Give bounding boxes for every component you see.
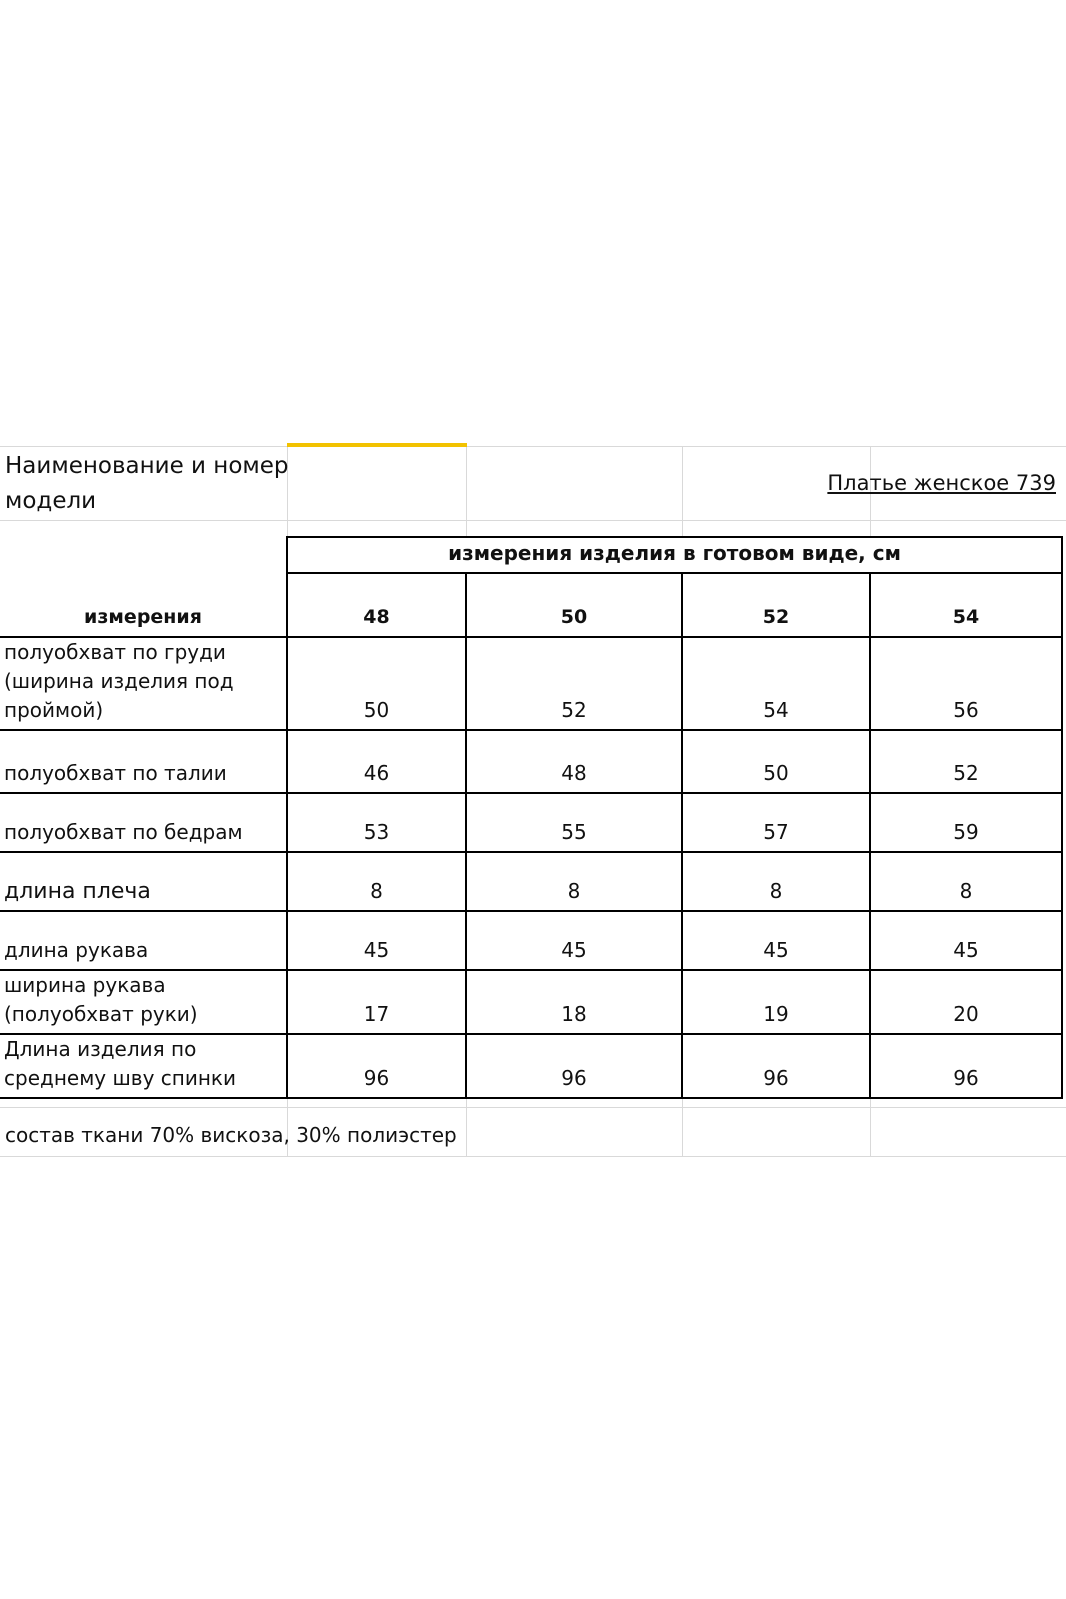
row-label	[0, 970, 287, 1034]
table-row	[0, 970, 1062, 1034]
empty-cell	[0, 537, 287, 573]
value-cell: 20	[870, 970, 1062, 1034]
size-48: 48	[287, 573, 466, 637]
row-label-line: среднему шву спинки	[4, 1066, 236, 1090]
value-cell: 52	[870, 730, 1062, 793]
row-label: полуобхват по талии	[0, 730, 287, 793]
size-table	[0, 536, 1062, 1090]
table-row	[0, 793, 1062, 852]
row-label-line: Длина изделия по	[4, 1037, 197, 1061]
value-cell: 17	[287, 970, 466, 1034]
row-header: измерения	[0, 573, 287, 637]
row-label: длина рукава	[0, 911, 287, 970]
size-50: 50	[466, 573, 682, 637]
value-cell: 45	[870, 911, 1062, 970]
row-label-line: ширина рукава	[4, 973, 166, 997]
value-cell: 55	[466, 793, 682, 852]
value-cell: 96	[870, 1034, 1062, 1098]
row-label: полуобхват по бедрам	[0, 793, 287, 852]
value-cell: 52	[466, 637, 682, 730]
value-cell: 48	[466, 730, 682, 793]
row-label-line: полуобхват по груди	[4, 640, 226, 664]
value-cell: 18	[466, 970, 682, 1034]
size-header-row	[0, 573, 1062, 637]
model-label-line2: модели	[5, 488, 97, 514]
gridline	[0, 1156, 1066, 1157]
model-name[interactable]: Платье женское 739	[827, 471, 1056, 495]
value-cell: 50	[682, 730, 870, 793]
gridline	[682, 446, 683, 536]
table-row	[0, 637, 1062, 730]
value-cell: 8	[870, 852, 1062, 911]
row-label-line: (ширина изделия под	[4, 669, 234, 693]
row-label	[0, 1034, 287, 1098]
value-cell: 57	[682, 793, 870, 852]
value-cell: 45	[287, 911, 466, 970]
value-cell: 8	[466, 852, 682, 911]
group-header-row	[0, 537, 1062, 573]
value-cell: 46	[287, 730, 466, 793]
table-row	[0, 852, 1062, 911]
gridline	[0, 446, 1066, 447]
value-cell: 19	[682, 970, 870, 1034]
gridline	[0, 1107, 1066, 1108]
value-cell: 54	[682, 637, 870, 730]
size-54: 54	[870, 573, 1062, 637]
row-label: длина плеча	[0, 852, 287, 911]
value-cell: 50	[287, 637, 466, 730]
row-label-line: проймой)	[4, 698, 104, 722]
model-label-line1: Наименование и номер	[5, 453, 289, 479]
value-cell: 8	[682, 852, 870, 911]
value-cell: 8	[287, 852, 466, 911]
value-cell: 53	[287, 793, 466, 852]
gridline	[0, 520, 1066, 521]
value-cell: 59	[870, 793, 1062, 852]
value-cell: 96	[682, 1034, 870, 1098]
value-cell: 45	[466, 911, 682, 970]
value-cell: 56	[870, 637, 1062, 730]
value-cell: 45	[682, 911, 870, 970]
row-label	[0, 637, 287, 730]
fabric-composition: состав ткани 70% вискоза, 30% полиэстер	[5, 1123, 457, 1147]
size-52: 52	[682, 573, 870, 637]
gridline	[466, 446, 467, 536]
value-cell: 96	[466, 1034, 682, 1098]
value-cell: 96	[287, 1034, 466, 1098]
selected-cell-marker	[287, 443, 467, 447]
row-label-line: (полуобхват руки)	[4, 1002, 198, 1026]
table-row	[0, 1034, 1062, 1098]
table-row	[0, 730, 1062, 793]
table-row	[0, 911, 1062, 970]
group-header: измерения изделия в готовом виде, см	[287, 537, 1062, 573]
